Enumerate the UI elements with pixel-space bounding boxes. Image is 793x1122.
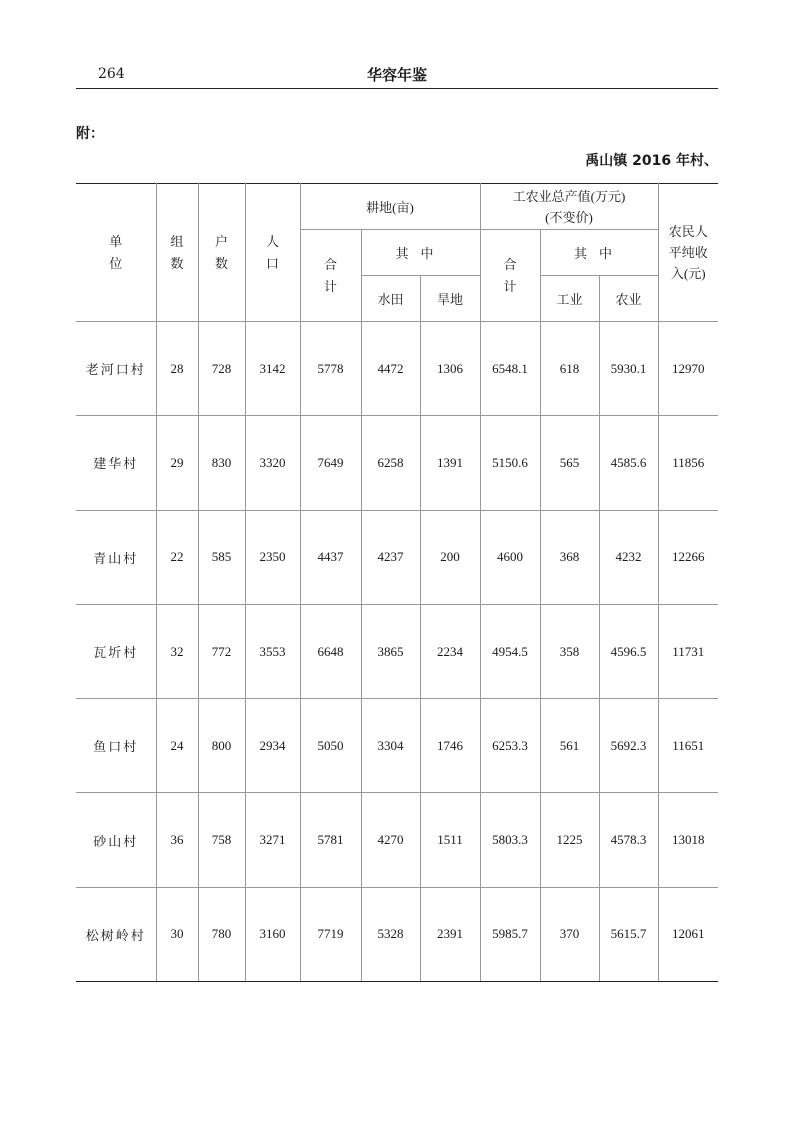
cell-industry: 561 (540, 699, 599, 793)
cell-paddy: 5328 (361, 887, 420, 981)
header-farm-total: 合计 (300, 230, 361, 322)
cell-dry: 1391 (420, 416, 480, 510)
cell-groups: 24 (156, 699, 198, 793)
cell-name: 砂山村 (76, 793, 156, 887)
cell-households: 772 (198, 604, 245, 698)
cell-groups: 22 (156, 510, 198, 604)
header-agriculture: 农业 (599, 276, 658, 322)
cell-dry: 2391 (420, 887, 480, 981)
table-row (76, 793, 718, 887)
cell-agriculture: 5692.3 (599, 699, 658, 793)
cell-groups: 32 (156, 604, 198, 698)
table-row (76, 887, 718, 981)
cell-dry: 1511 (420, 793, 480, 887)
cell-households: 758 (198, 793, 245, 887)
cell-dry: 200 (420, 510, 480, 604)
page-number: 264 (98, 66, 125, 82)
cell-households: 585 (198, 510, 245, 604)
cell-households: 830 (198, 416, 245, 510)
header-income-line3: 入(元) (670, 266, 706, 281)
cell-farm-total: 5778 (300, 322, 361, 416)
cell-agriculture: 4585.6 (599, 416, 658, 510)
table-row (76, 510, 718, 604)
table-row (76, 604, 718, 698)
cell-groups: 36 (156, 793, 198, 887)
header-output-line2: (不变价) (545, 209, 593, 225)
cell-farm-total: 4437 (300, 510, 361, 604)
cell-income: 12061 (658, 887, 718, 981)
cell-households: 780 (198, 887, 245, 981)
cell-population: 2350 (245, 510, 300, 604)
cell-industry: 358 (540, 604, 599, 698)
cell-groups: 30 (156, 887, 198, 981)
cell-income: 11856 (658, 416, 718, 510)
cell-farm-total: 7719 (300, 887, 361, 981)
appendix-label: 附： (76, 126, 104, 142)
cell-farm-total: 5781 (300, 793, 361, 887)
table-title: 禹山镇 2016 年村、 (585, 153, 718, 169)
header-dry: 旱地 (420, 276, 480, 322)
cell-industry: 368 (540, 510, 599, 604)
header-output-line1: 工农业总产值(万元) (512, 188, 626, 204)
cell-farm-total: 7649 (300, 416, 361, 510)
cell-name: 老河口村 (76, 322, 156, 416)
cell-name: 鱼口村 (76, 699, 156, 793)
header-unit: 单位 (76, 184, 156, 322)
cell-output-total: 5985.7 (480, 887, 540, 981)
header-output (480, 184, 658, 230)
cell-paddy: 4237 (361, 510, 420, 604)
cell-output-total: 5150.6 (480, 416, 540, 510)
header-households: 户数 (198, 184, 245, 322)
header-output-among: 其中 (540, 230, 658, 276)
cell-agriculture: 5930.1 (599, 322, 658, 416)
cell-name: 青山村 (76, 510, 156, 604)
cell-income: 12266 (658, 510, 718, 604)
cell-name: 瓦圻村 (76, 604, 156, 698)
cell-groups: 29 (156, 416, 198, 510)
cell-output-total: 4600 (480, 510, 540, 604)
cell-households: 800 (198, 699, 245, 793)
cell-industry: 618 (540, 322, 599, 416)
cell-income: 11651 (658, 699, 718, 793)
cell-agriculture: 5615.7 (599, 887, 658, 981)
header-income (658, 184, 718, 322)
table-row (76, 322, 718, 416)
village-statistics-table (76, 183, 718, 982)
cell-industry: 565 (540, 416, 599, 510)
cell-income: 12970 (658, 322, 718, 416)
cell-households: 728 (198, 322, 245, 416)
cell-farm-total: 6648 (300, 604, 361, 698)
cell-name: 松树岭村 (76, 887, 156, 981)
cell-paddy: 4472 (361, 322, 420, 416)
cell-income: 11731 (658, 604, 718, 698)
cell-paddy: 3865 (361, 604, 420, 698)
cell-population: 3320 (245, 416, 300, 510)
header-farmland: 耕地(亩) (300, 184, 480, 230)
cell-agriculture: 4232 (599, 510, 658, 604)
cell-agriculture: 4578.3 (599, 793, 658, 887)
header-groups: 组数 (156, 184, 198, 322)
table-row (76, 699, 718, 793)
header-paddy: 水田 (361, 276, 420, 322)
cell-output-total: 5803.3 (480, 793, 540, 887)
cell-population: 2934 (245, 699, 300, 793)
cell-name: 建华村 (76, 416, 156, 510)
cell-output-total: 6548.1 (480, 322, 540, 416)
header-population: 人口 (245, 184, 300, 322)
cell-dry: 2234 (420, 604, 480, 698)
cell-paddy: 6258 (361, 416, 420, 510)
cell-output-total: 6253.3 (480, 699, 540, 793)
book-title: 华容年鉴 (366, 66, 427, 84)
cell-dry: 1746 (420, 699, 480, 793)
header-output-total: 合计 (480, 230, 540, 322)
cell-output-total: 4954.5 (480, 604, 540, 698)
cell-population: 3553 (245, 604, 300, 698)
cell-population: 3160 (245, 887, 300, 981)
cell-farm-total: 5050 (300, 699, 361, 793)
cell-paddy: 3304 (361, 699, 420, 793)
cell-industry: 1225 (540, 793, 599, 887)
cell-paddy: 4270 (361, 793, 420, 887)
cell-income: 13018 (658, 793, 718, 887)
cell-population: 3142 (245, 322, 300, 416)
cell-agriculture: 4596.5 (599, 604, 658, 698)
header-income-line2: 平纯收 (668, 245, 708, 260)
page-header (76, 62, 718, 88)
cell-dry: 1306 (420, 322, 480, 416)
header-income-line1: 农民人 (668, 224, 708, 239)
cell-population: 3271 (245, 793, 300, 887)
cell-groups: 28 (156, 322, 198, 416)
header-rule (76, 88, 718, 89)
cell-industry: 370 (540, 887, 599, 981)
header-industry: 工业 (540, 276, 599, 322)
table-row (76, 416, 718, 510)
header-farm-among: 其中 (361, 230, 480, 276)
